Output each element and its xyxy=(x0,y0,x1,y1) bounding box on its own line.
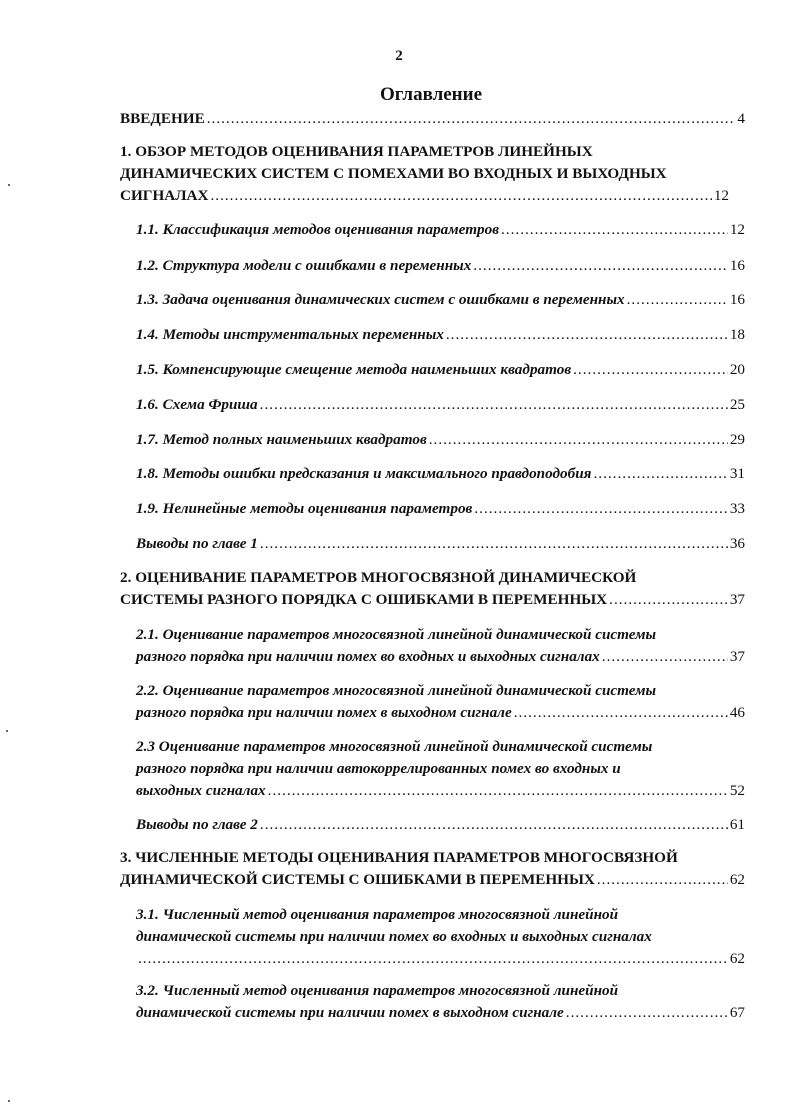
toc-entry-title: 1.2. Структура модели с ошибками в переменных xyxy=(136,257,472,274)
toc-leader-line xyxy=(136,324,745,346)
toc-entry-title-line: 2.1. Оценивание параметров многосвязной линейной динамической системы xyxy=(136,626,657,643)
toc-entry-introduction[interactable] xyxy=(120,108,745,130)
page-ref: 61 xyxy=(729,816,745,833)
toc-entry-3-1[interactable] xyxy=(136,904,745,970)
toc-entry-title-line: 3. ЧИСЛЕННЫЕ МЕТОДЫ ОЦЕНИВАНИЯ ПАРАМЕТРОВ МНОГОСВЯЗНОЙ xyxy=(120,849,678,866)
toc-entry-3-2[interactable] xyxy=(136,980,745,1024)
toc-entry-title: СИСТЕМЫ РАЗНОГО ПОРЯДКА С ОШИБКАМИ В ПЕРЕМЕННЫХ xyxy=(120,591,608,608)
dot-leader xyxy=(627,289,728,311)
page-ref: 37 xyxy=(729,591,745,608)
toc-leader-line xyxy=(136,463,745,485)
toc-entry-1-6[interactable] xyxy=(136,394,745,416)
page-ref: 52 xyxy=(729,782,745,799)
page-ref: 12 xyxy=(729,221,745,238)
toc-entry-title: ВВЕДЕНИЕ xyxy=(120,110,205,127)
toc-entry-title: 1.5. Компенсирующие смещение метода наименьших квадратов xyxy=(136,361,572,378)
toc-entry-title-line: ДИНАМИЧЕСКИХ СИСТЕМ С ПОМЕХАМИ ВО ВХОДНЫХ И ВЫХОДНЫХ xyxy=(120,165,667,182)
page-ref: 29 xyxy=(729,431,745,448)
toc-leader-line xyxy=(120,589,745,611)
toc-entry-title-line: 1. ОБЗОР МЕТОДОВ ОЦЕНИВАНИЯ ПАРАМЕТРОВ ЛИНЕЙНЫХ xyxy=(120,143,593,160)
toc-entry-title: ДИНАМИЧЕСКОЙ СИСТЕМЫ С ОШИБКАМИ В ПЕРЕМЕННЫХ xyxy=(120,871,595,888)
page-ref: 37 xyxy=(729,648,745,665)
toc-leader-line xyxy=(136,255,745,277)
toc-entry-1-9[interactable] xyxy=(136,498,745,520)
toc-entry-title: 1.6. Схема Фриша xyxy=(136,396,258,413)
toc-leader-line xyxy=(136,1002,745,1024)
toc-leader-line xyxy=(136,394,745,416)
toc-leader-line xyxy=(136,498,745,520)
dot-leader xyxy=(210,185,711,207)
toc-entry-title: 1.9. Нелинейные методы оценивания параметров xyxy=(136,500,473,517)
toc-leader-line xyxy=(136,219,745,241)
toc-leader-line xyxy=(136,646,745,668)
page-ref: 16 xyxy=(729,291,745,308)
toc-entry-title: динамической системы при наличии помех в выходном сигнале xyxy=(136,1004,564,1021)
toc-entry-title: 1.7. Метод полных наименьших квадратов xyxy=(136,431,427,448)
toc-entry-1-7[interactable] xyxy=(136,429,745,451)
toc-leader-line xyxy=(120,108,745,130)
page-ref: 62 xyxy=(729,871,745,888)
dot-leader xyxy=(597,869,728,891)
dot-leader xyxy=(566,1002,728,1024)
toc-entry-1-2[interactable] xyxy=(136,255,745,277)
toc-leader-line xyxy=(136,780,745,802)
toc-entry-title: выходных сигналах xyxy=(136,782,266,799)
dot-leader xyxy=(138,948,728,970)
toc-entry-title: 1.3. Задача оценивания динамических систем с ошибками в переменных xyxy=(136,291,625,308)
toc-entry-title-line: 3.2. Численный метод оценивания параметров многосвязной линейной xyxy=(136,982,619,999)
dot-leader xyxy=(207,108,736,130)
toc-entry-chapter-2[interactable] xyxy=(120,567,745,611)
page-ref: 36 xyxy=(729,535,745,552)
toc-entry-1-1[interactable] xyxy=(136,219,745,241)
dot-leader xyxy=(260,533,728,555)
toc-entry-2-1[interactable] xyxy=(136,624,745,668)
toc-entry-1-4[interactable] xyxy=(136,324,745,346)
toc-entry-title-line: 2. ОЦЕНИВАНИЕ ПАРАМЕТРОВ МНОГОСВЯЗНОЙ ДИНАМИЧЕСКОЙ xyxy=(120,569,637,586)
toc-entry-title-line: 2.3 Оценивание параметров многосвязной линейной динамической системы xyxy=(136,738,653,755)
toc-entry-conclusions-2[interactable] xyxy=(136,814,745,836)
toc-entry-title: 1.1. Классификация методов оценивания параметров xyxy=(136,221,499,238)
dot-leader xyxy=(473,255,728,277)
dot-leader xyxy=(609,589,728,611)
toc-entry-title-line: 3.1. Численный метод оценивания параметров многосвязной линейной xyxy=(136,906,619,923)
toc-leader-line xyxy=(136,948,745,970)
toc-entry-title: Выводы по главе 2 xyxy=(136,816,258,833)
toc-entry-chapter-3[interactable] xyxy=(120,847,745,891)
page-ref: 62 xyxy=(729,950,745,967)
dot-leader xyxy=(593,463,727,485)
toc-leader-line xyxy=(136,533,745,555)
toc-entry-title-line: динамической системы при наличии помех во входных и выходных сигналах xyxy=(136,928,652,945)
dot-leader xyxy=(474,498,727,520)
toc-leader-line xyxy=(120,185,729,207)
toc-entry-title: разного порядка при наличии помех в выходном сигнале xyxy=(136,704,512,721)
toc-entry-title: СИГНАЛАХ xyxy=(120,187,209,204)
dot-leader xyxy=(429,429,728,451)
page-ref: 16 xyxy=(729,257,745,274)
dot-leader xyxy=(260,814,728,836)
toc-entry-1-5[interactable] xyxy=(136,359,745,381)
toc-leader-line xyxy=(136,289,745,311)
page-ref: 31 xyxy=(729,465,745,482)
toc-entry-1-8[interactable] xyxy=(136,463,745,485)
toc-entry-2-3[interactable] xyxy=(136,736,745,802)
toc-entry-title-line: разного порядка при наличии автокоррелированных помех во входных и xyxy=(136,760,621,777)
toc-entry-title: разного порядка при наличии помех во входных и выходных сигналах xyxy=(136,648,600,665)
toc-entry-title: 1.8. Методы ошибки предсказания и максимального правдоподобия xyxy=(136,465,592,482)
toc-leader-line xyxy=(136,429,745,451)
dot-leader xyxy=(514,702,728,724)
scan-speck xyxy=(8,1100,10,1102)
scan-speck xyxy=(8,184,10,186)
toc-entry-title: 1.4. Методы инструментальных переменных xyxy=(136,326,444,343)
page-ref: 46 xyxy=(729,704,745,721)
dot-leader xyxy=(260,394,728,416)
toc-entry-chapter-1[interactable] xyxy=(120,141,729,207)
toc-leader-line xyxy=(136,702,745,724)
toc-leader-line xyxy=(136,814,745,836)
dot-leader xyxy=(573,359,728,381)
toc-entry-2-2[interactable] xyxy=(136,680,745,724)
page-number: 2 xyxy=(395,48,403,64)
page-ref: 12 xyxy=(713,187,729,204)
page-ref: 67 xyxy=(729,1004,745,1021)
page-ref: 20 xyxy=(729,361,745,378)
page-title: Оглавление xyxy=(379,84,483,105)
toc-entry-1-3[interactable] xyxy=(136,289,745,311)
toc-entry-title: Выводы по главе 1 xyxy=(136,535,258,552)
page-ref: 33 xyxy=(729,500,745,517)
page-ref: 18 xyxy=(729,326,745,343)
dot-leader xyxy=(501,219,728,241)
toc-leader-line xyxy=(120,869,745,891)
scan-speck xyxy=(6,730,8,732)
page-ref: 25 xyxy=(729,396,745,413)
dot-leader xyxy=(268,780,728,802)
toc-leader-line xyxy=(136,359,745,381)
page-ref: 4 xyxy=(737,110,745,127)
toc-entry-conclusions-1[interactable] xyxy=(136,533,745,555)
dot-leader xyxy=(602,646,728,668)
dot-leader xyxy=(446,324,728,346)
toc-entry-title-line: 2.2. Оценивание параметров многосвязной линейной динамической системы xyxy=(136,682,657,699)
